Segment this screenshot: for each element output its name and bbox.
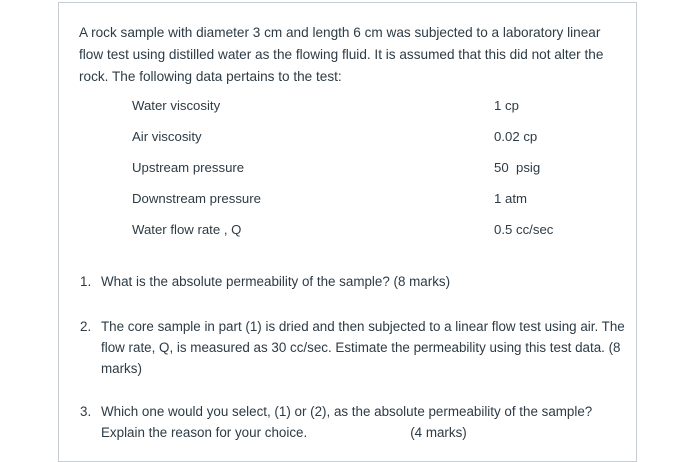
parameter-value: 0.5 cc/sec bbox=[494, 222, 554, 237]
parameter-value: 1 cp bbox=[494, 98, 519, 113]
parameter-label: Upstream pressure bbox=[132, 160, 245, 175]
question-marks: (4 marks) bbox=[410, 425, 467, 440]
parameter-label: Air viscosity bbox=[132, 129, 202, 144]
question-number: 3. bbox=[80, 404, 92, 419]
parameter-row bbox=[132, 126, 582, 157]
question-number: 2. bbox=[80, 319, 92, 334]
parameter-value: 0.02 cp bbox=[494, 129, 538, 144]
question-item bbox=[80, 271, 625, 292]
parameter-row bbox=[132, 219, 582, 250]
parameter-table bbox=[132, 95, 582, 250]
parameter-row bbox=[132, 95, 582, 126]
question-text: What is the absolute permeability of the sample? (8 marks) bbox=[101, 274, 451, 289]
question-number: 1. bbox=[80, 274, 92, 289]
problem-intro: A rock sample with diameter 3 cm and length 6 cm was subjected to a laboratory linear flow test using distilled water as the flowing fluid. It is assumed that this did not alter the rock. The following data pertains to the test: bbox=[79, 25, 604, 84]
parameter-label: Water viscosity bbox=[132, 98, 221, 113]
question-text: Explain the reason for your choice. bbox=[101, 425, 308, 440]
parameter-value: 50 psig bbox=[494, 160, 541, 175]
parameter-row bbox=[132, 188, 582, 219]
question-text: The core sample in part (1) is dried and then subjected to a linear flow test using air. The flow rate, Q, is measured as 30 cc/sec. Estimate the permeability using this test data. (8 marks) bbox=[101, 319, 625, 376]
parameter-label: Water flow rate , Q bbox=[132, 222, 242, 237]
parameter-row bbox=[132, 157, 582, 188]
question-text: Which one would you select, (1) or (2), as the absolute permeability of the sample? bbox=[101, 404, 593, 419]
question-list bbox=[80, 271, 625, 443]
question-item bbox=[80, 401, 625, 443]
question-item bbox=[80, 316, 625, 379]
parameter-value: 1 atm bbox=[494, 191, 527, 206]
parameter-label: Downstream pressure bbox=[132, 191, 261, 206]
